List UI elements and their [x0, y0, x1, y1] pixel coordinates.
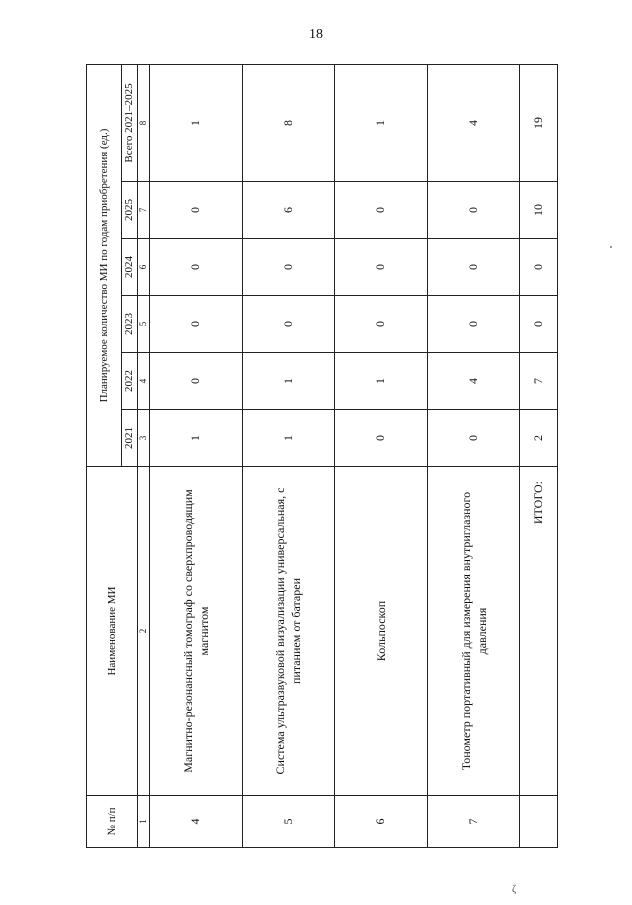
row-value: 0: [427, 182, 520, 239]
table-row: [335, 64, 428, 847]
row-value: 0: [242, 239, 335, 296]
total-num-cell: [520, 796, 558, 848]
total-value: 0: [520, 239, 558, 296]
row-total: 1: [335, 64, 428, 181]
row-value: 0: [427, 410, 520, 467]
row-total: 8: [242, 64, 335, 181]
row-name: Система ультразвуковой визуализации универсальная, с питанием от батареи: [242, 467, 335, 796]
row-value: 1: [150, 410, 243, 467]
row-value: 1: [242, 353, 335, 410]
total-value: 10: [520, 182, 558, 239]
column-number-row: [137, 64, 149, 847]
row-value: 4: [427, 353, 520, 410]
header-year: 2023: [121, 296, 137, 353]
total-value: 2: [520, 410, 558, 467]
row-num: 5: [242, 796, 335, 848]
row-total: 4: [427, 64, 520, 181]
total-value: 7: [520, 353, 558, 410]
table-row: [150, 64, 243, 847]
total-value: 0: [520, 296, 558, 353]
row-value: 0: [335, 410, 428, 467]
column-number: 8: [137, 64, 149, 181]
row-name: Тонометр портативный для измерения внутриглазного давления: [427, 467, 520, 796]
row-name: Магнитно-резонансный томограф со сверхпроводящим магнитом: [150, 467, 243, 796]
equipment-table: [86, 64, 558, 848]
header-row-1: [87, 64, 122, 847]
row-value: 0: [150, 296, 243, 353]
row-value: 6: [242, 182, 335, 239]
row-total: 1: [150, 64, 243, 181]
column-number: 4: [137, 353, 149, 410]
header-year: 2025: [121, 182, 137, 239]
row-value: 0: [150, 353, 243, 410]
column-number: 2: [137, 467, 149, 796]
header-num: № п/п: [87, 796, 138, 848]
row-value: 0: [335, 182, 428, 239]
header-year: 2024: [121, 239, 137, 296]
row-value: 0: [427, 239, 520, 296]
total-row: [520, 64, 558, 847]
header-year: 2022: [121, 353, 137, 410]
header-planned: Планируемое количество МИ по годам приобретения (ед.): [87, 64, 122, 466]
grand-total: 19: [520, 64, 558, 181]
row-num: 6: [335, 796, 428, 848]
scan-dot: [610, 246, 612, 248]
row-value: 0: [242, 296, 335, 353]
total-label: ИТОГО:: [520, 467, 558, 796]
page-number: 18: [309, 27, 323, 42]
header-name: Наименование МИ: [87, 467, 138, 796]
row-value: 0: [335, 239, 428, 296]
column-number: 5: [137, 296, 149, 353]
row-value: 0: [150, 239, 243, 296]
row-value: 0: [150, 182, 243, 239]
header-year: 2021: [121, 410, 137, 467]
header-total-year: Всего 2021–2025: [121, 64, 137, 181]
rotated-table-container: [86, 65, 558, 848]
row-num: 4: [150, 796, 243, 848]
column-number: 1: [137, 796, 149, 848]
row-name: Кольпоскоп: [335, 467, 428, 796]
column-number: 7: [137, 182, 149, 239]
column-number: 6: [137, 239, 149, 296]
row-num: 7: [427, 796, 520, 848]
row-value: 0: [427, 296, 520, 353]
table-row: [427, 64, 520, 847]
column-number: 3: [137, 410, 149, 467]
row-value: 1: [335, 353, 428, 410]
row-value: 1: [242, 410, 335, 467]
table-row: [242, 64, 335, 847]
scan-mark: ζ: [512, 884, 517, 895]
row-value: 0: [335, 296, 428, 353]
